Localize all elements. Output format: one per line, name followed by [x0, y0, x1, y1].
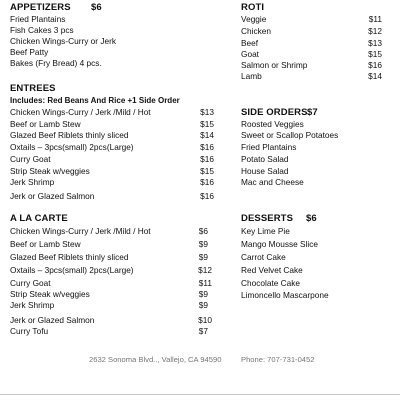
appetizer-item: Fried Plantains	[10, 14, 66, 24]
appetizer-item: Beef Patty	[10, 47, 49, 57]
a-la-carte-item-price: $11	[198, 278, 212, 288]
entree-item-price: $16	[200, 154, 214, 164]
side-order-item: Potato Salad	[241, 154, 289, 164]
footer-address: 2632 Sonoma Blvd.., Vallejo, CA 94590	[89, 355, 222, 364]
roti-item-price: $12	[368, 26, 382, 36]
entree-item-price: $15	[200, 119, 214, 129]
page-divider	[0, 394, 400, 395]
dessert-item: Chocolate Cake	[241, 278, 301, 288]
dessert-item: Mango Mousse Slice	[241, 239, 319, 249]
a-la-carte-item-name: Beef or Lamb Stew	[10, 239, 81, 249]
a-la-carte-item-name: Chicken Wings-Curry / Jerk /Mild / Hot	[10, 226, 151, 236]
entrees-subtitle: Includes: Red Beans And Rice +1 Side Order	[10, 96, 180, 105]
roti-title: ROTI	[241, 2, 265, 13]
entree-item-name: Oxtails – 3pcs(small) 2pcs(Large)	[10, 142, 134, 152]
a-la-carte-item-price: $12	[198, 265, 212, 275]
dessert-item: Carrot Cake	[241, 252, 286, 262]
appetizer-item: Chicken Wings-Curry or Jerk	[10, 36, 117, 46]
a-la-carte-item-price: $6	[198, 226, 208, 236]
a-la-carte-item-name: Curry Goat	[10, 278, 51, 288]
roti-item-name: Salmon or Shrimp	[241, 60, 308, 70]
a-la-carte-item-name: Oxtails – 3pcs(small) 2pcs(Large)	[10, 265, 134, 275]
a-la-carte-item-name: Jerk or Glazed Salmon	[10, 315, 95, 325]
roti-item-name: Lamb	[241, 71, 262, 81]
entree-item-name: Strip Steak w/veggies	[10, 166, 90, 176]
entree-item-name: Beef or Lamb Stew	[10, 119, 81, 129]
entree-item-name: Glazed Beef Riblets thinly sliced	[10, 130, 129, 140]
a-la-carte-item-price: $7	[198, 326, 208, 336]
a-la-carte-item-name: Curry Tofu	[10, 326, 49, 336]
roti-item-price: $14	[368, 71, 382, 81]
a-la-carte-item-price: $10	[198, 315, 212, 325]
roti-item-name: Goat	[241, 49, 259, 59]
roti-item-name: Veggie	[241, 14, 267, 24]
entree-item-name: Curry Goat	[10, 154, 51, 164]
roti-item-price: $16	[368, 60, 382, 70]
side-orders-title: SIDE ORDERS	[241, 107, 308, 118]
roti-item-price: $13	[368, 38, 382, 48]
a-la-carte-item-name: Glazed Beef Riblets thinly sliced	[10, 252, 129, 262]
a-la-carte-title: A LA CARTE	[10, 213, 68, 224]
dessert-item: Key Lime Pie	[241, 226, 290, 236]
a-la-carte-item-name: Jerk Shrimp	[10, 300, 55, 310]
entree-item-price: $14	[200, 130, 214, 140]
roti-item-name: Beef	[241, 38, 259, 48]
dessert-item: Red Velvet Cake	[241, 265, 303, 275]
a-la-carte-item-price: $9	[198, 252, 208, 262]
a-la-carte-item-price: $9	[198, 289, 208, 299]
desserts-title: DESSERTS	[241, 213, 294, 224]
side-orders-price: $7	[307, 107, 318, 118]
a-la-carte-item-price: $9	[198, 239, 208, 249]
desserts-price: $6	[306, 213, 317, 224]
appetizers-title: APPETIZERS	[10, 2, 71, 13]
appetizers-price: $6	[91, 2, 102, 13]
roti-item-price: $11	[368, 14, 382, 24]
entree-item-name: Jerk Shrimp	[10, 177, 55, 187]
entree-item-name: Chicken Wings-Curry / Jerk /Mild / Hot	[10, 107, 151, 117]
entree-item-price: $15	[200, 166, 214, 176]
a-la-carte-item-price: $9	[198, 300, 208, 310]
side-order-item: Mac and Cheese	[241, 177, 304, 187]
side-order-item: Sweet or Scallop Potatoes	[241, 130, 339, 140]
side-order-item: Roosted Veggies	[241, 119, 304, 129]
side-order-item: House Salad	[241, 166, 289, 176]
entrees-title: ENTREES	[10, 83, 56, 94]
entree-item-price: $13	[200, 107, 214, 117]
footer-phone: Phone: 707-731-0452	[241, 355, 315, 364]
entree-item-price: $16	[200, 191, 214, 201]
dessert-item: Limoncello Mascarpone	[241, 290, 329, 300]
entree-item-price: $16	[200, 142, 214, 152]
entree-item-name: Jerk or Glazed Salmon	[10, 191, 95, 201]
appetizer-item: Fish Cakes 3 pcs	[10, 25, 74, 35]
appetizer-item: Bakes (Fry Bread) 4 pcs.	[10, 58, 102, 68]
entree-item-price: $16	[200, 177, 214, 187]
a-la-carte-item-name: Strip Steak w/veggies	[10, 289, 90, 299]
roti-item-price: $15	[368, 49, 382, 59]
roti-item-name: Chicken	[241, 26, 271, 36]
side-order-item: Fried Plantains	[241, 142, 297, 152]
